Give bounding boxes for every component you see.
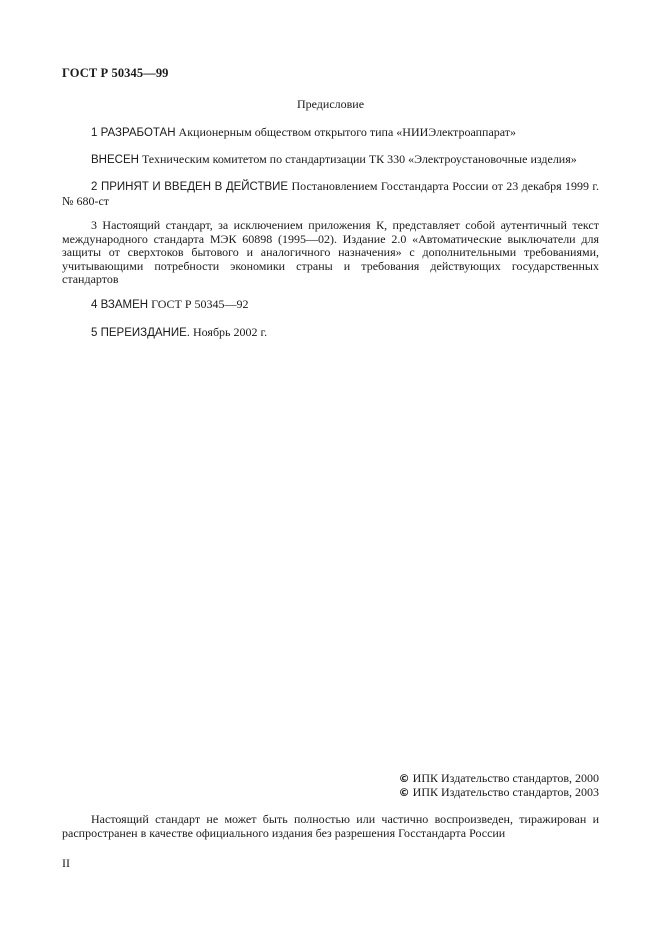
paragraph-lead: ВНЕСЕН [91,154,139,166]
paragraph-text: ГОСТ Р 50345—92 [151,297,249,311]
page-number: II [62,856,70,870]
paragraph-text: Ноябрь 2002 г. [192,325,268,339]
foreword-paragraph-adopted [62,180,599,208]
paragraph-lead: 5 ПЕРЕИЗДАНИЕ. [91,327,190,339]
copyright-text: ИПК Издательство стандартов, 2000 [412,771,599,785]
section-title-foreword: Предисловие [296,97,365,111]
standard-code-header: ГОСТ Р 50345—99 [62,66,169,80]
paragraph-lead: 4 ВЗАМЕН [91,299,149,311]
foreword-paragraph-authentic-text: 3 Настоящий стандарт, за исключением приложения К, представляет собой аутентичный текст международного стандарта МЭК 60898 (1995—02). Издание 2.0 «Автоматические выключатели для защиты от сверхтоков бытового и аналогичного назначения» с дополнительными требованиями, учитывающими потребности экономики страны и требования действующих государственных стандартов [62,218,599,286]
paragraph-text: Техническим комитетом по стандартизации ТК 330 «Электроустановочные изделия» [141,152,577,166]
paragraph-lead: 1 РАЗРАБОТАН [91,127,176,139]
paragraph-text: Акционерным обществом открытого типа «НИИЭлектроаппарат» [178,125,517,139]
copyright-line-2000 [399,772,599,786]
foreword-paragraph-replaces [62,298,599,313]
copyright-icon: © [398,786,410,799]
paragraph-text: Постановлением Госстандарта России от 23 декабря 1999 г. № 680-ст [62,179,600,208]
copyright-text: ИПК Издательство стандартов, 2003 [412,785,599,799]
foreword-paragraph-introduced [62,153,599,168]
copyright-line-2003 [399,786,599,800]
foreword-paragraph-developed [62,126,599,141]
copyright-icon: © [398,772,410,785]
foreword-paragraph-reissue [62,326,599,341]
paragraph-lead: 2 ПРИНЯТ И ВВЕДЕН В ДЕЙСТВИЕ [91,181,289,193]
reproduction-notice: Настоящий стандарт не может быть полностью или частично воспроизведен, тиражирован и распространен в качестве официального издания без разрешения Госстандарта России [62,812,599,840]
